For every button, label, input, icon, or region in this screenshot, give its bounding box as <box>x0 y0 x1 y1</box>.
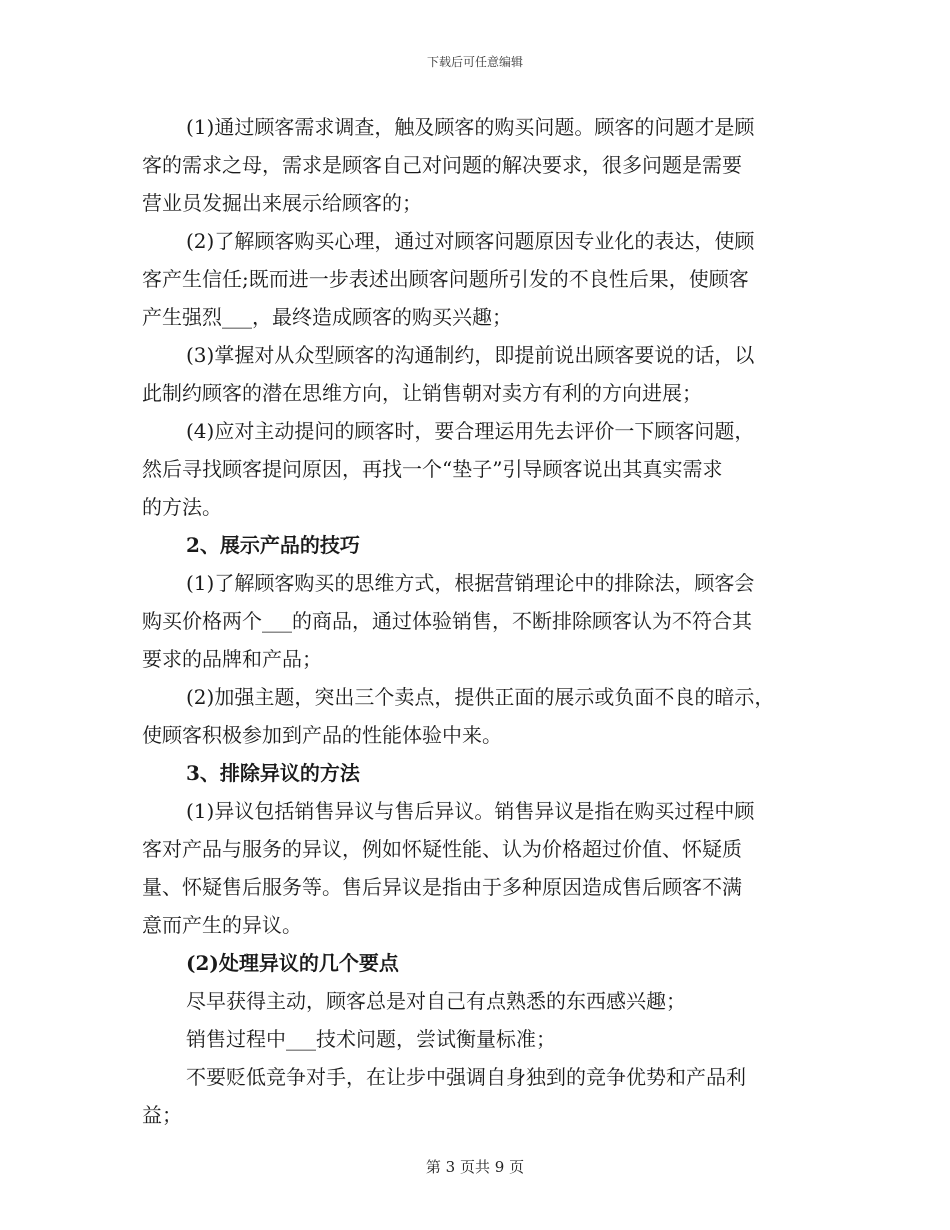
text-line: (2)了解顾客购买心理，通过对顾客问题原因专业化的表达，使顾 <box>186 229 755 253</box>
text-line: (1)异议包括销售异议与售后异议。销售异议是指在购买过程中顾 <box>186 799 755 823</box>
text-line: 尽早获得主动，顾客总是对自己有点熟悉的东西感兴趣； <box>186 989 686 1013</box>
text-line: 客对产品与服务的异议，例如怀疑性能、认为价格超过价值、怀疑质 <box>142 837 742 861</box>
text-line: 益； <box>142 1103 182 1127</box>
section-heading: 3、排除异议的方法 <box>186 761 360 785</box>
text-line: (4)应对主动提问的顾客时，要合理运用先去评价一下顾客问题， <box>186 419 755 443</box>
text-line: (1)了解顾客购买的思维方式，根据营销理论中的排除法，顾客会 <box>186 571 755 595</box>
text-line: 客的需求之母，需求是顾客自己对问题的解决要求，很多问题是需要 <box>142 153 742 177</box>
text-line: (3)掌握对从众型顾客的沟通制约，即提前说出顾客要说的话，以 <box>186 343 755 367</box>
text-line: 意而产生的异议。 <box>142 913 302 937</box>
text-line: 购买价格两个___的商品，通过体验销售，不断排除顾客认为不符合其 <box>142 609 752 633</box>
page-footer: 第 3 页共 9 页 <box>425 1158 525 1176</box>
text-line: 此制约顾客的潜在思维方向，让销售朝对卖方有利的方向进展； <box>142 381 702 405</box>
section-heading: 2、展示产品的技巧 <box>186 533 360 557</box>
page-header: 下载后可任意编辑 <box>426 55 523 69</box>
text-line: 销售过程中___技术问题，尝试衡量标准； <box>186 1027 556 1051</box>
text-line: 要求的品牌和产品； <box>142 647 322 671</box>
section-heading: (2)处理异议的几个要点 <box>186 951 399 975</box>
text-line: 营业员发掘出来展示给顾客的； <box>142 191 422 215</box>
text-line: 量、怀疑售后服务等。售后异议是指由于多种原因造成售后顾客不满 <box>142 875 742 899</box>
document-body <box>142 108 818 1134</box>
text-line: 然后寻找顾客提问原因，再找一个“垫子”引导顾客说出其真实需求 <box>142 457 723 481</box>
text-line: 使顾客积极参加到产品的性能体验中来。 <box>142 723 502 747</box>
text-line: 客产生信任;既而进一步表述出顾客问题所引发的不良性后果，使顾客 <box>142 267 749 291</box>
text-line: 的方法。 <box>142 495 222 519</box>
text-line: 不要贬低竞争对手，在让步中强调自身独到的竞争优势和产品利 <box>186 1065 746 1089</box>
text-line: 产生强烈___，最终造成顾客的购买兴趣； <box>142 305 512 329</box>
text-line: (1)通过顾客需求调查，触及顾客的购买问题。顾客的问题才是顾 <box>186 115 755 139</box>
text-line: (2)加强主题，突出三个卖点，提供正面的展示或负面不良的暗示， <box>186 685 775 709</box>
